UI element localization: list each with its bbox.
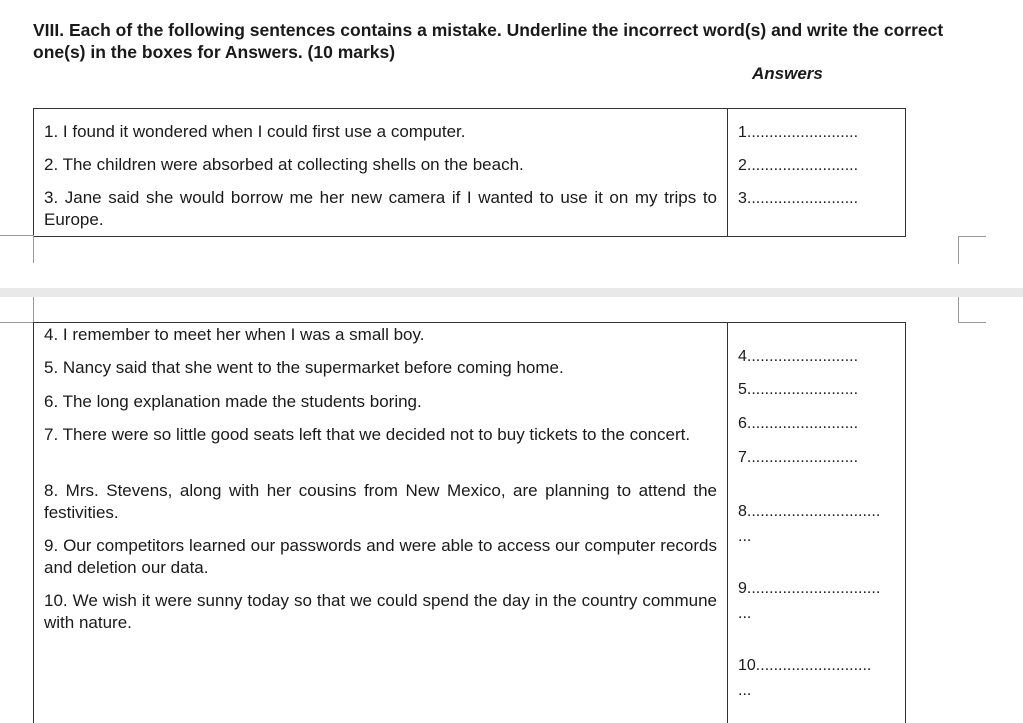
answer-blank-7[interactable]: 7......................... xyxy=(738,449,859,466)
question-table-1 xyxy=(33,108,906,237)
page-margin-mark xyxy=(958,322,986,323)
answer-blank-4[interactable]: 4......................... xyxy=(738,348,859,365)
page-margin-mark xyxy=(0,322,33,323)
answer-blank-10[interactable]: 10.......................... xyxy=(738,657,872,674)
page-margin-mark xyxy=(958,236,959,264)
page-margin-mark xyxy=(33,297,34,323)
answer-blank-2[interactable]: 2......................... xyxy=(738,157,859,174)
page-margin-mark xyxy=(958,236,986,237)
answers-label: Answers xyxy=(752,64,823,83)
answer-blank-3[interactable]: 3......................... xyxy=(738,190,859,207)
answer-blank-6[interactable]: 6......................... xyxy=(738,415,859,432)
question-table-2 xyxy=(33,322,906,723)
question-3: 3. Jane said she would borrow me her new camera if I wanted to use it on my trips to Europe. xyxy=(44,188,717,229)
answer-blank-5[interactable]: 5......................... xyxy=(738,381,859,398)
answer-blank-10-continued[interactable]: ... xyxy=(738,682,752,699)
page-margin-mark xyxy=(958,297,959,322)
column-divider xyxy=(727,109,728,236)
question-7: 7. There were so little good seats left that we decided not to buy tickets to the concert. xyxy=(44,425,691,444)
question-1: 1. I found it wondered when I could first use a computer. xyxy=(44,122,466,141)
page-margin-mark xyxy=(33,235,34,263)
answer-blank-9[interactable]: 9.............................. xyxy=(738,580,881,597)
answer-blank-8[interactable]: 8.............................. xyxy=(738,503,881,520)
question-10: 10. We wish it were sunny today so that we could spend the day in the country commune with nature. xyxy=(44,591,717,632)
column-divider xyxy=(727,323,728,723)
question-4: 4. I remember to meet her when I was a small boy. xyxy=(44,325,425,344)
answer-blank-1[interactable]: 1......................... xyxy=(738,124,859,141)
question-5: 5. Nancy said that she went to the supermarket before coming home. xyxy=(44,358,564,377)
page-break xyxy=(0,288,1023,297)
question-2: 2. The children were absorbed at collecting shells on the beach. xyxy=(44,155,524,174)
question-6: 6. The long explanation made the students boring. xyxy=(44,392,422,411)
question-8: 8. Mrs. Stevens, along with her cousins from New Mexico, are planning to attend the festivities. xyxy=(44,481,717,522)
answer-blank-9-continued[interactable]: ... xyxy=(738,605,752,622)
question-9: 9. Our competitors learned our passwords and were able to access our computer records and deletion our data. xyxy=(44,536,717,577)
answer-blank-8-continued[interactable]: ... xyxy=(738,528,752,545)
exercise-heading: VIII. Each of the following sentences contains a mistake. Underline the incorrect word(s) and write the correct one(s) in the boxes for Answers. (10 marks) xyxy=(33,20,944,62)
page-margin-mark xyxy=(0,235,33,236)
